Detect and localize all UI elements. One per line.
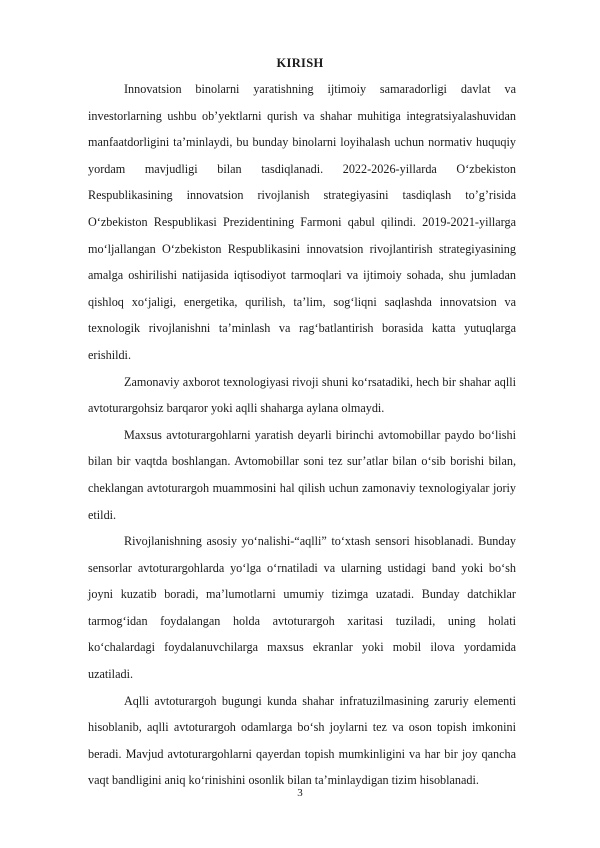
page-number: 3 — [297, 787, 303, 799]
paragraph: Maxsus avtoturargohlarni yaratish deyarli birinchi avtomobillar paydo bo‘lishi bilan bir vaqtda boshlangan. Avtomobillar soni tez sur’atlar bilan o‘sib borishi bilan, cheklangan avtoturargoh muammosini hal qilish uchun zamonaviy texnologiyalar joriy etildi. — [88, 427, 516, 522]
paragraph: Innovatsion binolarni yaratishning ijtimoiy samaradorligi davlat va investorlarning ushbu ob’yektlarni qurish va shahar muhitiga integratsiyalashuvidan manfaatdorligini ta’minlaydi, bu bunday binolarni loyihalash uchun normativ huquqiy yordam mavjudligi bilan tasdiqlanadi. 2022-2026-yillarda O‘zbekiston Respublikasining innovatsion rivojlanish strategiyasini tasdiqlash to’g’risida O‘zbekiston Respublikasi Prezidentining Farmoni qabul qilindi. 2019-2021-yillarga mo‘ljallangan O‘zbekiston Respublikasini innovatsion rivojlantirish strategiyasining amalga oshirilishi natijasida iqtisodiyot tarmoqlari va ijtimoiy sohada, shu jumladan qishloq xo‘jaligi, energetika, qurilish, ta’lim, sog‘liqni saqlashda innovatsion va texnologik rivojlanishni ta’minlash va rag‘batlantirish borasida katta yutuqlarga erishildi. — [88, 82, 516, 362]
paragraph: Zamonaviy axborot texnologiyasi rivoji shuni ko‘rsatadiki, hech bir shahar aqlli avtoturargohsiz barqaror yoki aqlli shaharga aylana olmaydi. — [88, 374, 516, 416]
paragraph: Aqlli avtoturargoh bugungi kunda shahar infratuzilmasining zaruriy elementi hisoblanib, aqlli avtoturargoh odamlarga bo‘sh joylarni tez va oson topish imkonini beradi. Mavjud avtoturargohlarni qayerdan topish mumkinligini va har bir joy qancha vaqt bandligini aniq ko‘rinishini osonlik bilan ta’minlaydigan tizim hisoblanadi. — [88, 693, 516, 788]
body-text — [88, 76, 516, 794]
section-title: KIRISH — [276, 56, 324, 70]
paragraph: Rivojlanishning asosiy yo‘nalishi-“aqlli” to‘xtash sensori hisoblanadi. Bunday sensorlar avtoturargohlarda yo‘lga o‘rnatiladi va ularning ustidagi band yoki bo‘sh joyni kuzatib boradi, ma’lumotlarni umumiy tizimga uzatadi. Bunday datchiklar tarmog‘idan foydalangan holda avtoturargoh xaritasi tuziladi, uning holati ko‘chalardagi foydalanuvchilarga maxsus ekranlar yoki mobil ilova yordamida uzatiladi. — [88, 534, 516, 682]
